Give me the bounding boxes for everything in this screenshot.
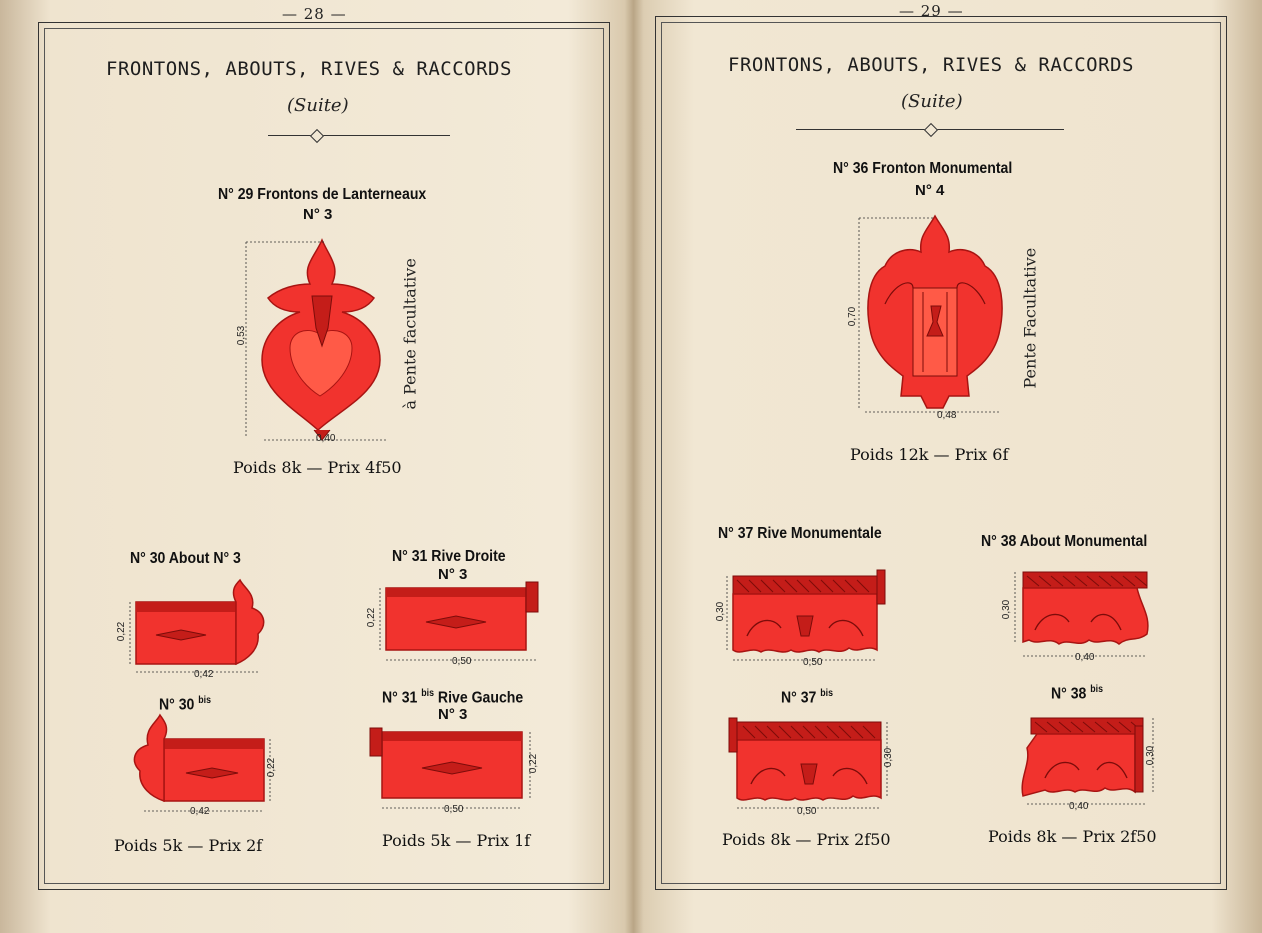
item-29-label: N° 29 Frontons de Lanterneaux: [218, 186, 427, 203]
item-29-price: Poids 8k — Prix 4f50: [233, 458, 402, 477]
item-31-sub: N° 3: [438, 566, 468, 583]
page-subtitle: (Suite): [287, 95, 349, 116]
item-36-height: 0,70: [847, 306, 859, 327]
item-31bis-height: 0,22: [528, 753, 540, 774]
about-30bis-illustration: [124, 715, 274, 815]
item-30bis-price: Poids 5k — Prix 2f: [114, 836, 263, 855]
item-37-label: N° 37 Rive Monumentale: [718, 525, 882, 542]
item-29-side-note: à Pente facultative: [400, 258, 420, 410]
item-37bis-label: [781, 688, 833, 707]
item-31-label: N° 31 Rive Droite: [392, 548, 506, 565]
item-31bis-label: [382, 688, 523, 707]
item-31bis-label-b: Rive Gauche: [437, 689, 524, 707]
item-36-sub: N° 4: [915, 182, 945, 199]
rive-37-illustration: [721, 566, 891, 666]
item-30-label: N° 30 About N° 3: [130, 550, 241, 567]
title-rule: [268, 135, 450, 136]
item-38-width: 0,40: [1075, 652, 1095, 663]
item-30-height: 0,22: [116, 621, 128, 642]
item-36-side-note: Pente Facultative: [1020, 247, 1040, 389]
item-37bis-height: 0,30: [883, 747, 895, 768]
fronton-36-illustration: [851, 212, 1021, 422]
rive-31-illustration: [378, 578, 543, 668]
about-38-illustration: [1011, 566, 1161, 666]
item-31-width: 0,50: [452, 656, 472, 667]
item-30bis-height: 0,22: [266, 757, 278, 778]
right-page: [631, 0, 1262, 933]
item-31-height: 0,22: [366, 607, 378, 628]
item-38bis-label: [1051, 684, 1103, 703]
item-38bis-width: 0,40: [1069, 801, 1089, 812]
about-30-illustration: [126, 580, 271, 680]
item-30-width: 0,42: [194, 669, 214, 680]
item-37-height: 0,30: [715, 601, 727, 622]
item-37bis-label-text: N° 37: [781, 689, 817, 707]
item-31bis-sub: N° 3: [438, 706, 468, 723]
item-29-height: 0,53: [236, 325, 248, 346]
item-38bis-label-text: N° 38: [1051, 685, 1087, 703]
about-38bis-illustration: [1015, 712, 1165, 812]
item-36-label: N° 36 Fronton Monumental: [833, 160, 1013, 177]
item-31bis-width: 0,50: [444, 804, 464, 815]
item-37-width: 0,50: [803, 657, 823, 668]
page-title: FRONTONS, ABOUTS, RIVES & RACCORDS: [728, 54, 1134, 76]
item-37bis-sup: bis: [820, 688, 834, 699]
item-38-height: 0,30: [1001, 599, 1013, 620]
item-29-sub: N° 3: [303, 206, 333, 223]
rive-31bis-illustration: [368, 724, 548, 814]
rive-37bis-illustration: [723, 712, 893, 812]
item-30bis-label: [159, 695, 211, 714]
item-31bis-price: Poids 5k — Prix 1f: [382, 831, 531, 850]
item-38bis-sup: bis: [1090, 684, 1104, 695]
item-31bis-label-a: N° 31: [382, 689, 418, 707]
item-30bis-width: 0,42: [190, 806, 210, 817]
item-38bis-height: 0,30: [1145, 745, 1157, 766]
item-38-label: N° 38 About Monumental: [981, 533, 1148, 550]
item-30bis-label-text: N° 30: [159, 696, 195, 714]
item-31bis-sup: bis: [421, 688, 435, 699]
fronton-29-illustration: [240, 236, 400, 446]
item-30bis-sup: bis: [198, 695, 212, 706]
item-38bis-price: Poids 8k — Prix 2f50: [988, 827, 1157, 846]
item-36-width: 0,48: [937, 410, 957, 421]
page-title: FRONTONS, ABOUTS, RIVES & RACCORDS: [106, 58, 512, 80]
page-number: — 28 —: [282, 5, 347, 23]
page-number: — 29 —: [899, 2, 964, 20]
page-subtitle: (Suite): [901, 91, 963, 112]
item-37bis-price: Poids 8k — Prix 2f50: [722, 830, 891, 849]
item-29-width: 0,40: [316, 433, 336, 444]
item-37bis-width: 0,50: [797, 806, 817, 817]
item-36-price: Poids 12k — Prix 6f: [850, 445, 1009, 464]
